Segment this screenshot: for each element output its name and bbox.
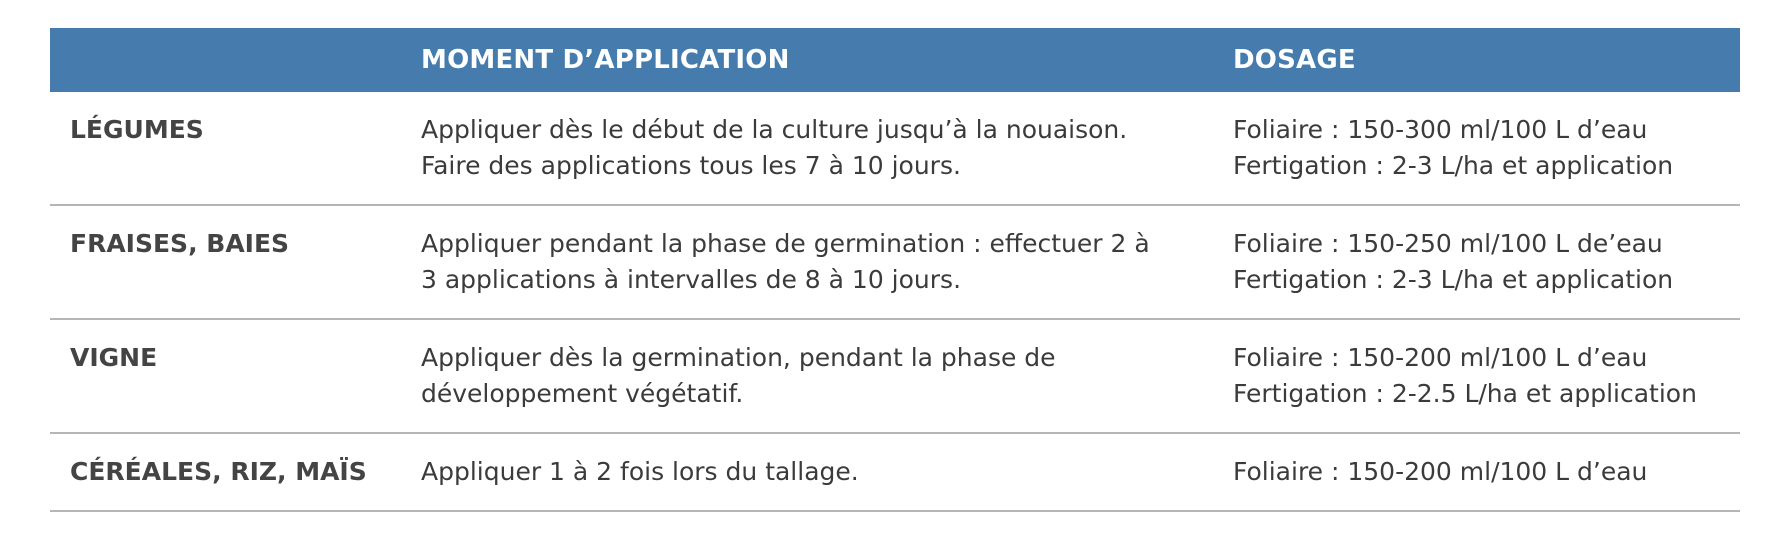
crop-cell: LÉGUMES bbox=[70, 115, 204, 144]
dosage-line: Fertigation : 2-2.5 L/ha et application bbox=[1233, 379, 1697, 408]
table-header-row bbox=[50, 28, 1740, 92]
table-row bbox=[50, 92, 1740, 206]
moment-line: Appliquer dès le début de la culture jusqu’à la nouaison. bbox=[421, 115, 1128, 144]
moment-line: Faire des applications tous les 7 à 10 jours. bbox=[421, 151, 961, 180]
table-row bbox=[50, 206, 1740, 320]
dosage-cell bbox=[1233, 226, 1673, 298]
moment-line: développement végétatif. bbox=[421, 379, 744, 408]
moment-line: Appliquer pendant la phase de germination : effectuer 2 à bbox=[421, 229, 1150, 258]
header-moment: MOMENT D’APPLICATION bbox=[421, 45, 790, 75]
crop-cell: FRAISES, BAIES bbox=[70, 229, 290, 258]
dosage-cell bbox=[1233, 112, 1673, 184]
dosage-cell bbox=[1233, 454, 1647, 490]
crop-cell: VIGNE bbox=[70, 343, 158, 372]
dosage-cell bbox=[1233, 340, 1697, 412]
header-dosage: DOSAGE bbox=[1233, 45, 1356, 75]
application-table bbox=[50, 28, 1740, 512]
moment-cell bbox=[421, 454, 859, 490]
moment-cell bbox=[421, 112, 1127, 184]
dosage-line: Foliaire : 150-250 ml/100 L de’eau bbox=[1233, 229, 1663, 258]
dosage-line: Fertigation : 2-3 L/ha et application bbox=[1233, 151, 1674, 180]
table-row bbox=[50, 320, 1740, 434]
dosage-line: Fertigation : 2-3 L/ha et application bbox=[1233, 265, 1674, 294]
moment-line: Appliquer 1 à 2 fois lors du tallage. bbox=[421, 457, 859, 486]
dosage-line: Foliaire : 150-300 ml/100 L d’eau bbox=[1233, 115, 1648, 144]
moment-line: Appliquer dès la germination, pendant la phase de bbox=[421, 343, 1056, 372]
dosage-line: Foliaire : 150-200 ml/100 L d’eau bbox=[1233, 457, 1648, 486]
table-row bbox=[50, 434, 1740, 512]
dosage-line: Foliaire : 150-200 ml/100 L d’eau bbox=[1233, 343, 1648, 372]
moment-cell bbox=[421, 226, 1150, 298]
moment-line: 3 applications à intervalles de 8 à 10 jours. bbox=[421, 265, 962, 294]
crop-cell: CÉRÉALES, RIZ, MAÏS bbox=[70, 457, 367, 486]
moment-cell bbox=[421, 340, 1056, 412]
